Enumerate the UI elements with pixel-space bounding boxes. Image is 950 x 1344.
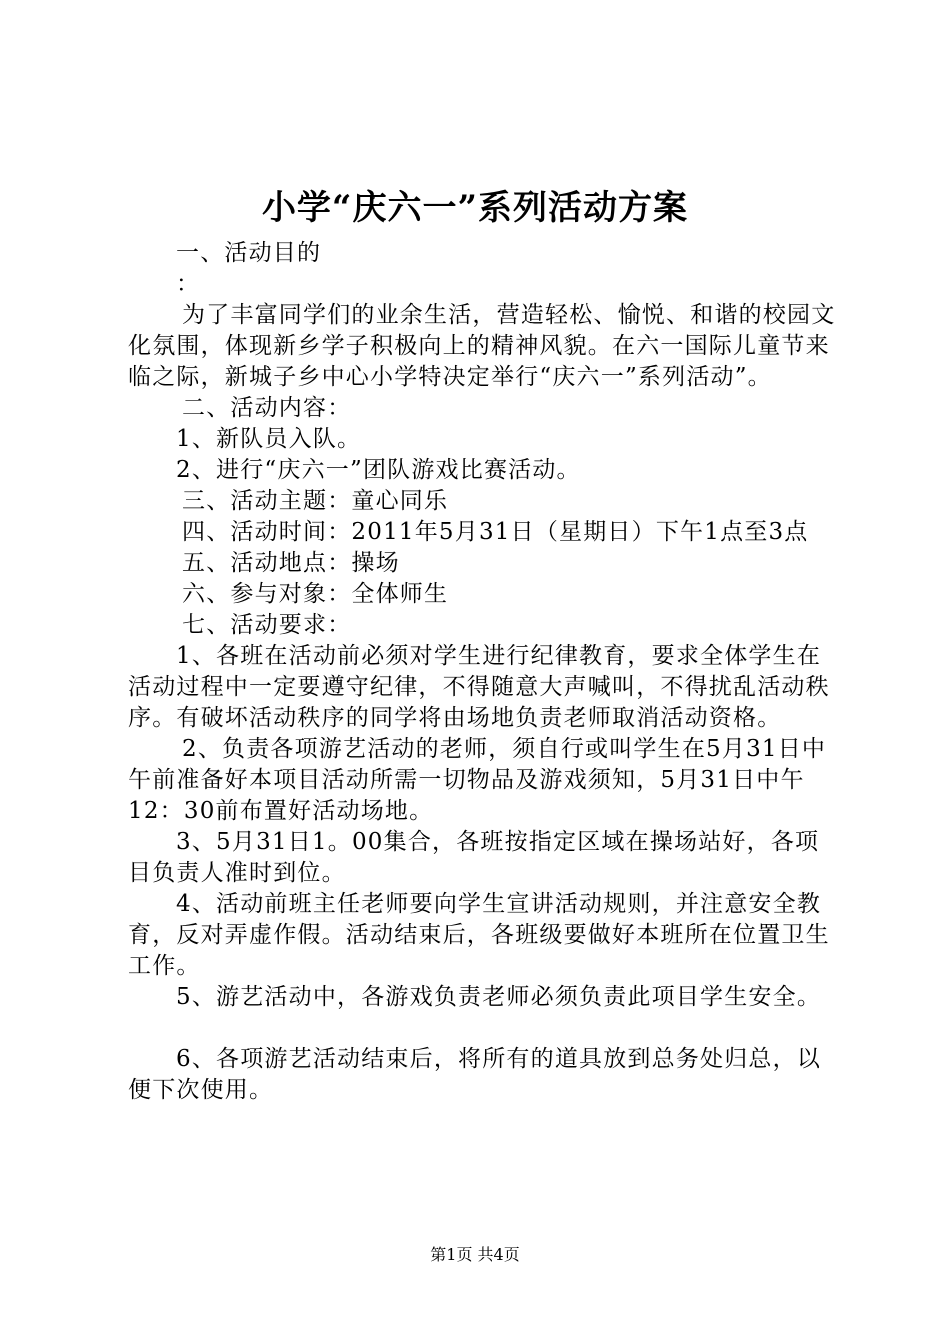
section-theme: 三、活动主题：童心同乐 [182,488,449,514]
section-location: 五、活动地点：操场 [182,550,400,576]
section-heading-purpose: 一、活动目的 [176,240,322,266]
requirement-2: 2、负责各项游艺活动的老师，须自行或叫学生在5月31日中午前准备好本项目活动所需一切物品及游戏须知，5月31日中午12：30前布置好活动场地。 [128,736,827,824]
requirement-1: 1、各班在活动前必须对学生进行纪律教育，要求全体学生在活动过程中一定要遵守纪律，不得随意大声喊叫，不得扰乱活动秩序。有破坏活动秩序的同学将由场地负责老师取消活动资格。 [128,643,830,731]
section-participants: 六、参与对象：全体师生 [182,581,449,607]
blank-line [128,1013,838,1044]
list-item-content-1: 1、新队员入队。 [176,426,362,452]
section-heading-content: 二、活动内容： [182,395,352,421]
section-heading-requirements: 七、活动要求： [182,612,352,638]
list-item-content-2: 2、进行“庆六一”团队游戏比赛活动。 [176,457,581,483]
document-body [128,238,838,1106]
requirement-3: 3、5月31日1。00集合，各班按指定区域在操场站好，各项目负责人准时到位。 [128,829,820,886]
section-time: 四、活动时间：2011年5月31日（星期日）下午1点至3点 [182,519,809,545]
requirement-5: 5、游艺活动中，各游戏负责老师必须负责此项目学生安全。 [176,984,822,1010]
requirement-6: 6、各项游艺活动结束后，将所有的道具放到总务处归总，以便下次使用。 [128,1046,822,1103]
document-title: 小学“庆六一”系列活动方案 [261,188,689,228]
paragraph-purpose: 为了丰富同学们的业余生活，营造轻松、愉悦、和谐的校园文化氛围，体现新乡学子积极向上的精神风貌。在六一国际儿童节来临之际，新城子乡中心小学特决定举行“庆六一”系列活动”。 [128,302,836,390]
requirement-4: 4、活动前班主任老师要向学生宣讲活动规则，并注意安全教育，反对弄虚作假。活动结束后，各班级要做好本班所在位置卫生工作。 [128,891,830,979]
page-footer: 第1页 共4页 [430,1245,520,1264]
stray-colon: ： [176,271,201,297]
